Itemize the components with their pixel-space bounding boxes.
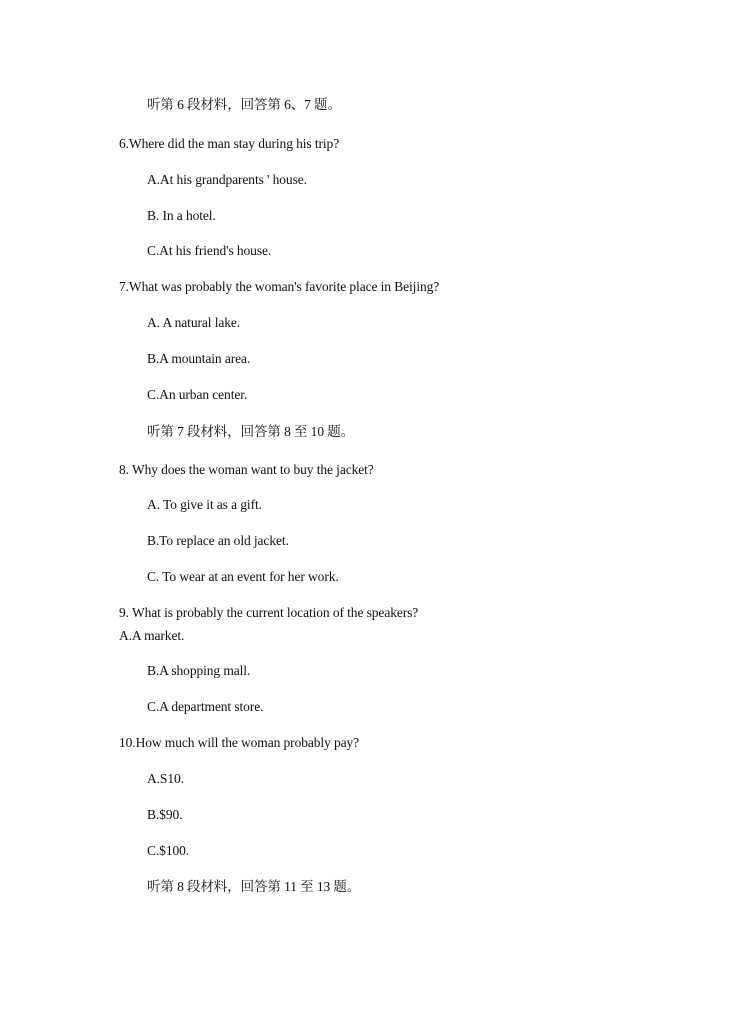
question-10-option-a: A.S10. [147, 771, 184, 786]
question-7: 7.What was probably the woman's favorite place in Beijing? [119, 279, 440, 294]
question-9-option-a: A.A market. [119, 628, 185, 643]
question-10-option-c: C.$100. [147, 843, 190, 858]
section-heading-6: 听第 6 段材料，回答第 6、7 题。 [147, 97, 341, 112]
question-9-option-c: C.A department store. [147, 699, 264, 714]
question-7-option-a: A. A natural lake. [147, 315, 241, 330]
question-8-option-a: A. To give it as a gift. [147, 497, 262, 512]
question-8: 8. Why does the woman want to buy the jacket? [119, 462, 374, 477]
question-6: 6.Where did the man stay during his trip? [119, 136, 340, 151]
question-8-option-c: C. To wear at an event for her work. [147, 569, 339, 584]
question-9-option-b: B.A shopping mall. [147, 663, 251, 678]
question-10: 10.How much will the woman probably pay? [119, 735, 360, 750]
question-7-option-c: C.An urban center. [147, 387, 248, 402]
question-10-option-b: B.$90. [147, 807, 183, 822]
question-6-option-a: A.At his grandparents ' house. [147, 172, 307, 187]
question-8-option-b: B.To replace an old jacket. [147, 533, 289, 548]
question-7-option-b: B.A mountain area. [147, 351, 251, 366]
section-heading-7: 听第 7 段材料，回答第 8 至 10 题。 [147, 424, 355, 439]
section-heading-8: 听第 8 段材料，回答第 11 至 13 题。 [147, 879, 361, 894]
question-6-option-c: C.At his friend's house. [147, 243, 272, 258]
question-6-option-b: B. In a hotel. [147, 208, 216, 223]
question-9: 9. What is probably the current location of the speakers? [119, 605, 419, 620]
